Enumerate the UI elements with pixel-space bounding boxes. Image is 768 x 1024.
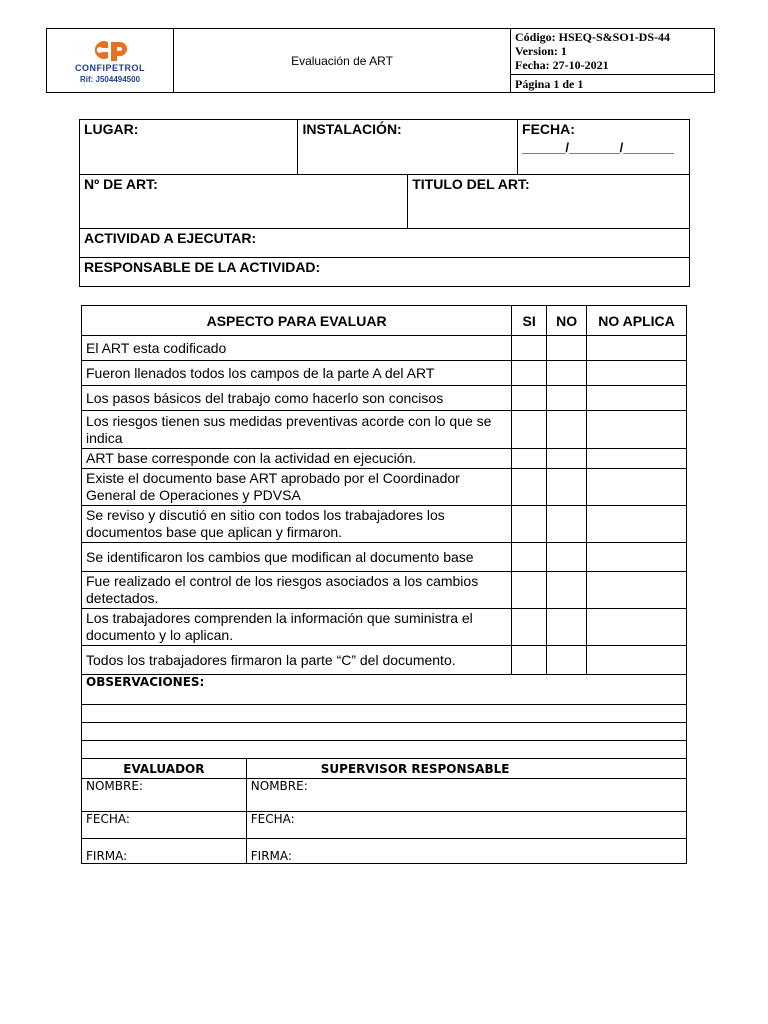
no-checkbox[interactable] <box>547 336 587 361</box>
evaluador-fecha-field[interactable]: FECHA: <box>82 812 247 839</box>
logo-cell <box>47 29 174 93</box>
no-checkbox[interactable] <box>547 609 587 646</box>
observaciones-line[interactable] <box>82 741 687 759</box>
observaciones-label: OBSERVACIONES: <box>82 675 687 705</box>
si-checkbox[interactable] <box>512 469 547 506</box>
lugar-field[interactable]: LUGAR: <box>80 120 298 175</box>
no-aplica-checkbox[interactable] <box>587 646 687 675</box>
observaciones-line[interactable] <box>82 723 687 741</box>
no-checkbox[interactable] <box>547 646 587 675</box>
supervisor-header: SUPERVISOR RESPONSABLE <box>246 759 686 779</box>
evaluador-nombre-field[interactable]: NOMBRE: <box>82 779 247 812</box>
actividad-field[interactable]: ACTIVIDAD A EJECUTAR: <box>80 229 690 258</box>
evaluation-table <box>81 305 687 864</box>
evaluador-firma-field[interactable]: FIRMA: <box>82 839 247 864</box>
document-title: Evaluación de ART <box>174 29 511 93</box>
supervisor-fecha-field[interactable]: FECHA: <box>246 812 686 839</box>
rif-number: Rif: J504494500 <box>79 74 141 84</box>
no-aplica-checkbox[interactable] <box>587 543 687 572</box>
document-version: Version: 1 <box>515 44 567 58</box>
observaciones-line[interactable] <box>82 705 687 723</box>
no-aplica-checkbox[interactable] <box>587 449 687 469</box>
si-checkbox[interactable] <box>512 609 547 646</box>
supervisor-nombre-field[interactable]: NOMBRE: <box>246 779 686 812</box>
fecha-field[interactable] <box>518 120 690 175</box>
evaluation-item: Los trabajadores comprenden la información que suministra el documento y lo aplican. <box>82 609 512 646</box>
document-code-block <box>511 29 715 93</box>
si-checkbox[interactable] <box>512 543 547 572</box>
no-aplica-header: NO APLICA <box>587 306 687 336</box>
no-aplica-checkbox[interactable] <box>587 361 687 386</box>
no-aplica-checkbox[interactable] <box>587 469 687 506</box>
art-info-table <box>79 119 690 287</box>
si-header: SI <box>512 306 547 336</box>
no-checkbox[interactable] <box>547 411 587 449</box>
no-checkbox[interactable] <box>547 572 587 609</box>
fecha-label: FECHA: <box>522 121 575 137</box>
si-checkbox[interactable] <box>512 646 547 675</box>
logo-name: CONFIPETROL <box>75 62 145 73</box>
evaluador-header: EVALUADOR <box>82 759 247 779</box>
no-checkbox[interactable] <box>547 469 587 506</box>
si-checkbox[interactable] <box>512 336 547 361</box>
si-checkbox[interactable] <box>512 449 547 469</box>
no-aplica-checkbox[interactable] <box>587 506 687 543</box>
evaluation-item: Se identificaron los cambios que modifican al documento base <box>82 543 512 572</box>
no-checkbox[interactable] <box>547 543 587 572</box>
evaluation-item: Existe el documento base ART aprobado por el Coordinador General de Operaciones y PDVSA <box>82 469 512 506</box>
confipetrol-logo-icon <box>88 38 132 62</box>
no-aplica-checkbox[interactable] <box>587 336 687 361</box>
no-aplica-checkbox[interactable] <box>587 411 687 449</box>
num-art-field[interactable]: Nº DE ART: <box>80 175 408 229</box>
evaluation-item: Fueron llenados todos los campos de la parte A del ART <box>82 361 512 386</box>
evaluation-item: Los pasos básicos del trabajo como hacerlo son concisos <box>82 386 512 411</box>
evaluation-item: Todos los trabajadores firmaron la parte “C” del documento. <box>82 646 512 675</box>
no-checkbox[interactable] <box>547 361 587 386</box>
no-aplica-checkbox[interactable] <box>587 572 687 609</box>
evaluation-item: El ART esta codificado <box>82 336 512 361</box>
fecha-blank: ______/_______/_______ <box>522 140 674 155</box>
si-checkbox[interactable] <box>512 572 547 609</box>
aspect-header: ASPECTO PARA EVALUAR <box>82 306 512 336</box>
no-aplica-checkbox[interactable] <box>587 386 687 411</box>
document-code: Código: HSEQ-S&SO1-DS-44 <box>515 30 671 44</box>
evaluation-item: Los riesgos tienen sus medidas preventivas acorde con lo que se indica <box>82 411 512 449</box>
no-checkbox[interactable] <box>547 506 587 543</box>
evaluation-item: Se reviso y discutió en sitio con todos los trabajadores los documentos base que aplican y firmaron. <box>82 506 512 543</box>
titulo-art-field[interactable]: TITULO DEL ART: <box>408 175 690 229</box>
evaluation-item: Fue realizado el control de los riesgos asociados a los cambios detectados. <box>82 572 512 609</box>
document-date: Fecha: 27-10-2021 <box>515 58 609 72</box>
no-header: NO <box>547 306 587 336</box>
si-checkbox[interactable] <box>512 506 547 543</box>
no-aplica-checkbox[interactable] <box>587 609 687 646</box>
no-checkbox[interactable] <box>547 449 587 469</box>
si-checkbox[interactable] <box>512 411 547 449</box>
page-number: Página 1 de 1 <box>511 74 714 91</box>
si-checkbox[interactable] <box>512 361 547 386</box>
instalacion-field[interactable]: INSTALACIÓN: <box>298 120 518 175</box>
responsable-field[interactable]: RESPONSABLE DE LA ACTIVIDAD: <box>80 258 690 287</box>
evaluation-item: ART base corresponde con la actividad en ejecución. <box>82 449 512 469</box>
document-header <box>46 28 715 93</box>
si-checkbox[interactable] <box>512 386 547 411</box>
no-checkbox[interactable] <box>547 386 587 411</box>
supervisor-firma-field[interactable]: FIRMA: <box>246 839 686 864</box>
